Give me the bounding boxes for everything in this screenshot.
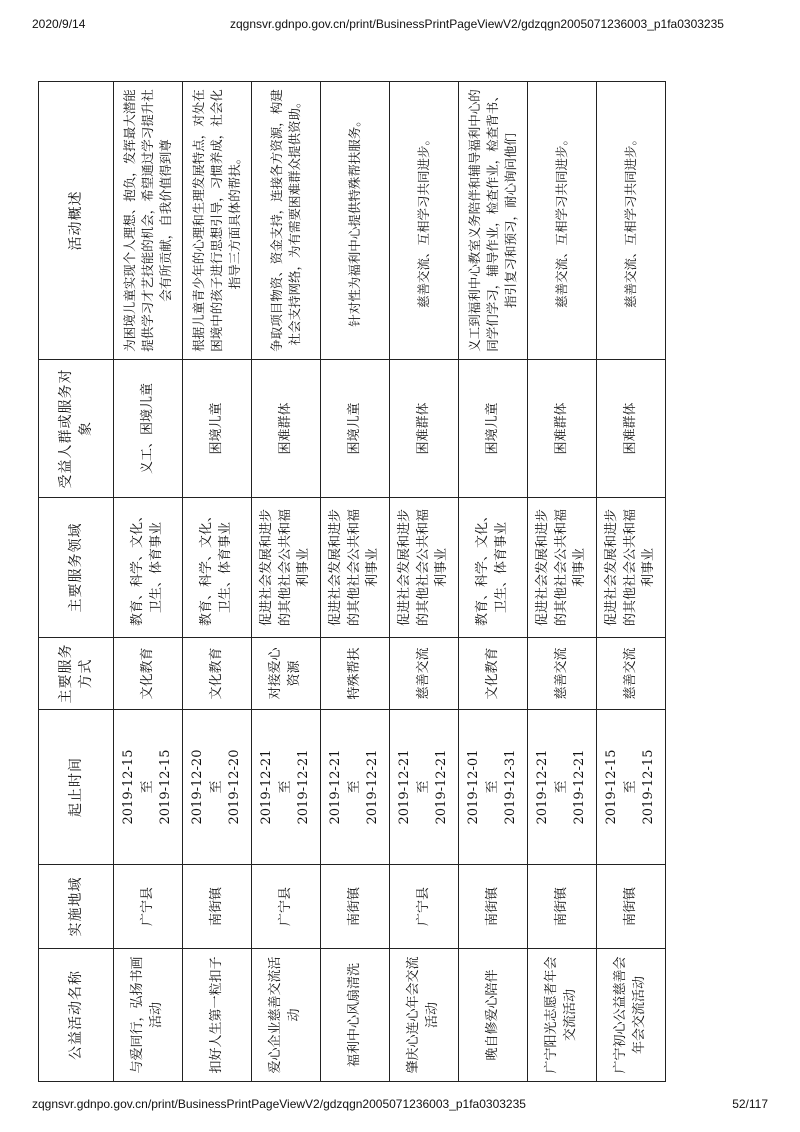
cell-method	[183, 638, 252, 710]
cell-period-start-text: 2019-12-15	[120, 749, 136, 825]
cell-method	[114, 638, 183, 710]
cell-beneficiary	[321, 360, 390, 498]
cell-period	[183, 710, 252, 865]
page-number: 52/117	[732, 1097, 768, 1111]
table-row	[597, 82, 666, 1082]
cell-period	[321, 710, 390, 865]
cell-period-start-text: 2019-12-01	[465, 749, 481, 825]
activity-table-frame	[38, 82, 656, 1082]
cell-period-start-text: 2019-12-21	[258, 749, 274, 825]
cell-method-method-text: 慈善交流	[415, 647, 431, 700]
cell-summary-summary-text: 争取项目物资、资金支持，连接各方资源，构建社会支持网络，为有需要困难群众提供资助。	[268, 89, 302, 352]
cell-activity-name	[390, 949, 459, 1082]
cell-region-region-text: 南街镇	[208, 887, 224, 927]
cell-beneficiary	[459, 360, 528, 498]
cell-period-start-text: 2019-12-21	[327, 749, 343, 825]
cell-method	[459, 638, 528, 710]
col-header-region: 实施地域	[39, 865, 114, 949]
cell-period-start-text: 2019-12-21	[534, 749, 550, 825]
cell-summary-summary-text: 根据儿童青少年的心理和生理发展特点，对处在困境中的孩子进行思想引导，习惯养成，社会化指导三方面具体的帮扶。	[190, 89, 243, 352]
cell-period-end-text: 2019-12-15	[158, 749, 174, 825]
cell-period-end-text: 2019-12-21	[572, 749, 588, 825]
cell-region-region-text: 南街镇	[484, 887, 500, 927]
table-header-row	[39, 82, 114, 1082]
cell-beneficiary	[528, 360, 597, 498]
cell-period-end-text: 2019-12-21	[365, 749, 381, 825]
cell-period	[459, 710, 528, 865]
cell-activity-name	[459, 949, 528, 1082]
cell-method	[321, 638, 390, 710]
table-row	[459, 82, 528, 1082]
cell-region	[390, 865, 459, 949]
cell-period-end-text: 2019-12-21	[296, 749, 312, 825]
cell-summary-summary-text: 慈善交流、互相学习共同进步。	[553, 133, 569, 309]
cell-summary-summary-text: 慈善交流、互相学习共同进步。	[622, 133, 638, 309]
cell-period-to-text: 至	[208, 780, 224, 794]
cell-beneficiary-beneficiary-text: 困难群体	[553, 402, 569, 455]
cell-period-to-text: 至	[415, 780, 431, 794]
cell-method-method-text: 慈善交流	[622, 647, 638, 700]
cell-beneficiary-beneficiary-text: 困难群体	[622, 402, 638, 455]
activity-table	[38, 81, 666, 1082]
cell-beneficiary-beneficiary-text: 义工、困境儿童	[139, 383, 155, 475]
activity-table-rotated	[38, 82, 656, 1082]
cell-period-to-text: 至	[277, 780, 293, 794]
cell-region	[183, 865, 252, 949]
cell-method-method-text: 文化教育	[208, 647, 224, 700]
cell-period-to-text: 至	[139, 780, 155, 794]
cell-period	[390, 710, 459, 865]
cell-field-field-text: 促进社会发展和进步的其他社会公共和福利事业	[603, 509, 657, 627]
cell-method	[528, 638, 597, 710]
cell-field-field-text: 促进社会发展和进步的其他社会公共和福利事业	[534, 509, 588, 627]
cell-beneficiary	[252, 360, 321, 498]
cell-region	[321, 865, 390, 949]
cell-summary	[114, 82, 183, 360]
cell-activity-name	[114, 949, 183, 1082]
cell-region-region-text: 南街镇	[346, 887, 362, 927]
cell-activity-name-name-text: 爱心企业慈善交流活动	[268, 956, 302, 1074]
cell-region-region-text: 南街镇	[553, 887, 569, 927]
cell-summary-summary-text: 慈善交流、互相学习共同进步。	[415, 133, 431, 309]
cell-field-field-text: 促进社会发展和进步的其他社会公共和福利事业	[327, 509, 381, 627]
cell-field-field-text: 教育、科学、文化、卫生、体育事业	[475, 509, 509, 627]
cell-method-method-text: 文化教育	[484, 647, 500, 700]
cell-field-field-text: 促进社会发展和进步的其他社会公共和福利事业	[396, 509, 450, 627]
col-header-summary: 活动概述	[39, 82, 114, 360]
cell-region-region-text: 广宁县	[277, 887, 293, 927]
cell-region-region-text: 南街镇	[622, 887, 638, 927]
print-url-footer: zqgnsvr.gdnpo.gov.cn/print/BusinessPrintPageViewV2/gdzqgn2005071236003_p1fa0303235	[32, 1097, 526, 1111]
cell-period-to-text: 至	[484, 780, 500, 794]
cell-activity-name-name-text: 晚自修爱心陪伴	[484, 969, 500, 1061]
cell-field	[321, 498, 390, 638]
cell-field	[528, 498, 597, 638]
cell-field	[114, 498, 183, 638]
cell-beneficiary-beneficiary-text: 困境儿童	[346, 402, 362, 455]
cell-beneficiary	[114, 360, 183, 498]
cell-field-field-text: 教育、科学、文化、卫生、体育事业	[199, 509, 233, 627]
cell-region	[597, 865, 666, 949]
cell-period	[528, 710, 597, 865]
cell-period-start-text: 2019-12-15	[603, 749, 619, 825]
table-row	[528, 82, 597, 1082]
table-row	[321, 82, 390, 1082]
cell-activity-name-name-text: 与爱同行，弘扬书画活动	[130, 956, 164, 1074]
cell-period-to-text: 至	[346, 780, 362, 794]
col-header-beneficiary: 受益人群或服务对象	[39, 360, 114, 498]
cell-beneficiary-beneficiary-text: 困境儿童	[208, 402, 224, 455]
col-header-name: 公益活动名称	[39, 949, 114, 1082]
cell-period-end-text: 2019-12-15	[641, 749, 657, 825]
cell-field	[390, 498, 459, 638]
cell-period	[597, 710, 666, 865]
cell-method	[390, 638, 459, 710]
cell-region	[114, 865, 183, 949]
cell-summary	[321, 82, 390, 360]
cell-activity-name	[321, 949, 390, 1082]
cell-method	[597, 638, 666, 710]
cell-period-end-text: 2019-12-20	[227, 749, 243, 825]
cell-beneficiary-beneficiary-text: 困境儿童	[484, 402, 500, 455]
table-row	[183, 82, 252, 1082]
cell-method-method-text: 对接爱心资源	[268, 647, 302, 700]
table-row	[114, 82, 183, 1082]
cell-period-end-text: 2019-12-31	[503, 749, 519, 825]
col-header-method: 主要服务方式	[39, 638, 114, 710]
cell-region-region-text: 广宁县	[415, 887, 431, 927]
cell-period	[114, 710, 183, 865]
cell-beneficiary-beneficiary-text: 困难群体	[277, 402, 293, 455]
cell-activity-name-name-text: 扣好人生第一粒扣子	[208, 956, 224, 1074]
table-row	[390, 82, 459, 1082]
col-header-period: 起止时间	[39, 710, 114, 865]
cell-field	[252, 498, 321, 638]
cell-period-to-text: 至	[553, 780, 569, 794]
cell-activity-name	[597, 949, 666, 1082]
cell-period-start-text: 2019-12-21	[396, 749, 412, 825]
cell-beneficiary-beneficiary-text: 困难群体	[415, 402, 431, 455]
cell-summary	[459, 82, 528, 360]
cell-field-field-text: 教育、科学、文化、卫生、体育事业	[130, 509, 164, 627]
cell-summary-summary-text: 针对性为福利中心提供特殊帮扶服务。	[346, 114, 362, 327]
cell-summary	[252, 82, 321, 360]
cell-period-start-text: 2019-12-20	[189, 749, 205, 825]
cell-field	[183, 498, 252, 638]
cell-beneficiary	[183, 360, 252, 498]
cell-summary-summary-text: 为困境儿童实现个人理想、抱负，发挥最大潜能提供学习才艺技能的机会，希望通过学习提升社会有所贡献，自我价值得到尊	[121, 89, 174, 352]
cell-method-method-text: 慈善交流	[553, 647, 569, 700]
cell-field	[597, 498, 666, 638]
cell-activity-name-name-text: 福利中心风扇清洗	[346, 963, 362, 1068]
cell-beneficiary	[390, 360, 459, 498]
cell-summary	[528, 82, 597, 360]
cell-method-method-text: 文化教育	[139, 647, 155, 700]
cell-activity-name-name-text: 广宁初心公益慈善会年会交流活动	[613, 956, 647, 1074]
cell-activity-name-name-text: 广宁阳光志愿者年会交流活动	[544, 956, 578, 1074]
cell-period-to-text: 至	[622, 780, 638, 794]
cell-region	[528, 865, 597, 949]
cell-method-method-text: 特殊帮扶	[346, 647, 362, 700]
cell-summary	[183, 82, 252, 360]
table-row	[252, 82, 321, 1082]
cell-activity-name-name-text: 肇庆心连心年会交流活动	[406, 956, 440, 1074]
cell-field	[459, 498, 528, 638]
cell-region-region-text: 广宁县	[139, 887, 155, 927]
cell-region	[459, 865, 528, 949]
cell-field-field-text: 促进社会发展和进步的其他社会公共和福利事业	[258, 509, 312, 627]
cell-period-end-text: 2019-12-21	[434, 749, 450, 825]
cell-activity-name	[528, 949, 597, 1082]
cell-summary	[597, 82, 666, 360]
cell-activity-name	[252, 949, 321, 1082]
cell-region	[252, 865, 321, 949]
cell-period	[252, 710, 321, 865]
cell-method	[252, 638, 321, 710]
cell-summary	[390, 82, 459, 360]
cell-beneficiary	[597, 360, 666, 498]
print-date: 2020/9/14	[32, 17, 86, 31]
print-url-header: zqgnsvr.gdnpo.gov.cn/print/BusinessPrintPageViewV2/gdzqgn2005071236003_p1fa0303235	[230, 17, 724, 31]
cell-summary-summary-text: 义工到福利中心教室义务陪伴和辅导福利中心的同学们学习，辅导作业，检查作业，检查背书、指引复习和预习，耐心询问他们	[466, 89, 519, 352]
cell-activity-name	[183, 949, 252, 1082]
col-header-field: 主要服务领域	[39, 498, 114, 638]
